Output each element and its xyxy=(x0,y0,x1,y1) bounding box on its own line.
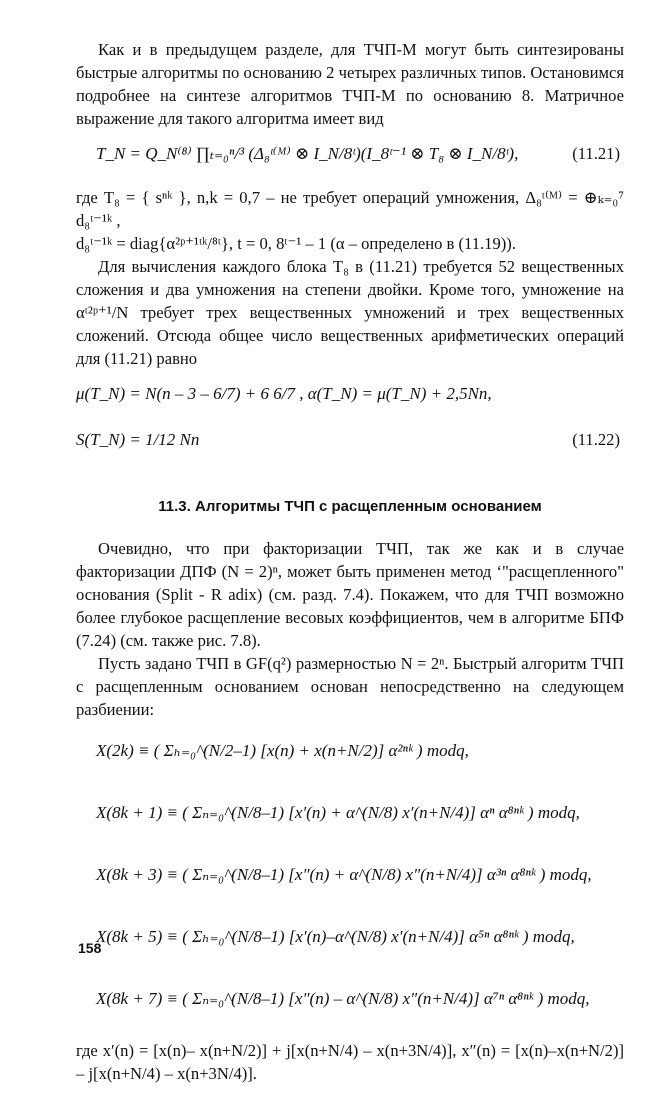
section-heading: 11.3. Алгоритмы ТЧП с расщепленным основанием xyxy=(158,498,542,515)
equation-mu: μ(T_N) = N(n – 3 – 6/7) + 6 6/7 , α(T_N) = μ(T_N) + 2,5Nn, xyxy=(76,384,492,403)
paragraph-diag: d₈ᵗ⁻¹ᵏ = diag{α²ᵖ⁺¹ᵗᵏ/⁸ᵗ}, t = 0, 8ᵗ⁻¹ – 1 (α – определено в (11.19)). xyxy=(76,234,516,253)
equation-x8k3-body: X(8k + 3) ≡ ( Σₙ₌₀^(N/8–1) [x″(n) + α^(N/8) x″(n+N/4)] α³ⁿ α⁸ⁿᵏ ) modq, xyxy=(96,865,592,884)
equation-number-11-21: (11.21) xyxy=(572,144,620,163)
equation-x2k xyxy=(76,721,624,783)
equation-x8k7 xyxy=(76,969,624,1031)
paragraph-gf: Пусть задано ТЧП в GF(q²) размерностью N = 2ⁿ. Быстрый алгоритм ТЧП с расщепленным основанием основан непосредственно на следующем разбиении: xyxy=(76,654,624,719)
equation-11-21 xyxy=(76,130,624,186)
equation-s: S(T_N) = 1/12 Nn xyxy=(76,430,200,449)
paragraph-where-t8: где T₈ = { sⁿᵏ }, n,k = 0,7 – не требует операций умножения, Δ₈ᵗ⁽ᴹ⁾ = ⊕ₖ₌₀⁷ d₈ᵗ⁻¹ᵏ , xyxy=(76,188,624,230)
equation-x8k5 xyxy=(76,907,624,969)
equation-x8k1-body: X(8k + 1) ≡ ( Σₙ₌₀^(N/8–1) [x′(n) + α^(N/8) x′(n+N/4)] αⁿ α⁸ⁿᵏ ) modq, xyxy=(96,803,580,822)
page-number: 158 xyxy=(78,940,102,956)
equation-x2k-body: X(2k) ≡ ( Σₕ₌₀^(N/2–1) [x(n) + x(n+N/2)] α²ⁿᵏ ) modq, xyxy=(96,741,469,760)
equation-x8k3 xyxy=(76,845,624,907)
equation-x8k7-body: X(8k + 7) ≡ ( Σₙ₌₀^(N/8–1) [x″(n) – α^(N/8) x″(n+N/4)] α⁷ⁿ α⁸ⁿᵏ ) modq, xyxy=(96,989,590,1008)
paragraph-definitions: где x′(n) = [x(n)– x(n+N/2)] + j[x(n+N/4) – x(n+3N/4)], x″(n) = [x(n)–x(n+N/2)] – j[x(n+N/4) – x(n+3N/4)]. xyxy=(76,1041,624,1083)
paragraph-split-radix: Очевидно, что при факторизации ТЧП, так же как и в случае факторизации ДПФ (N = 2)ⁿ, может быть применен метод ‘"расщепленного" основания (Split - R adix) (см. разд. 7.4). Покажем, что для ТЧП возможно более глубокое расщепление весовых коэффициентов, чем в алгоритме БПФ (7.24) (см. также рис. 7.8). xyxy=(76,539,624,650)
equation-x8k1 xyxy=(76,783,624,845)
paragraph-intro: Как и в предыдущем разделе, для ТЧП-М могут быть синтезированы быстрые алгоритмы по основанию 2 четырех различных типов. Остановимся подробнее на синтезе алгоритмов ТЧП-М по основанию 8. Матричное выражение для такого алгоритма имеет вид xyxy=(76,40,624,128)
equation-11-22 xyxy=(76,370,624,466)
equation-number-11-22: (11.22) xyxy=(572,430,620,449)
equation-11-21-body: T_N = Q_N⁽⁸⁾ ∏ₜ₌₀ⁿ/³ (Δ₈ᵗ⁽ᴹ⁾ ⊗ I_N/8ᵗ)(I_8ᵗ⁻¹ ⊗ T₈ ⊗ I_N/8ᵗ), xyxy=(96,144,519,163)
paragraph-operations: Для вычисления каждого блока T₈ в (11.21) требуется 52 вещественных сложения и два умножения на степени двойки. Кроме того, умножение на αᵗ²ᵖ⁺¹/N требует трех вещественных умножений и трех вещественных сложений. Отсюда общее число вещественных арифметических операций для (11.21) равно xyxy=(76,257,624,368)
page-content xyxy=(76,38,624,1102)
equation-x8k5-body: X(8k + 5) ≡ ( Σₕ₌₀^(N/8–1) [x′(n)–α^(N/8) x′(n+N/4)] α⁵ⁿ α⁸ⁿᵏ ) modq, xyxy=(96,927,575,946)
